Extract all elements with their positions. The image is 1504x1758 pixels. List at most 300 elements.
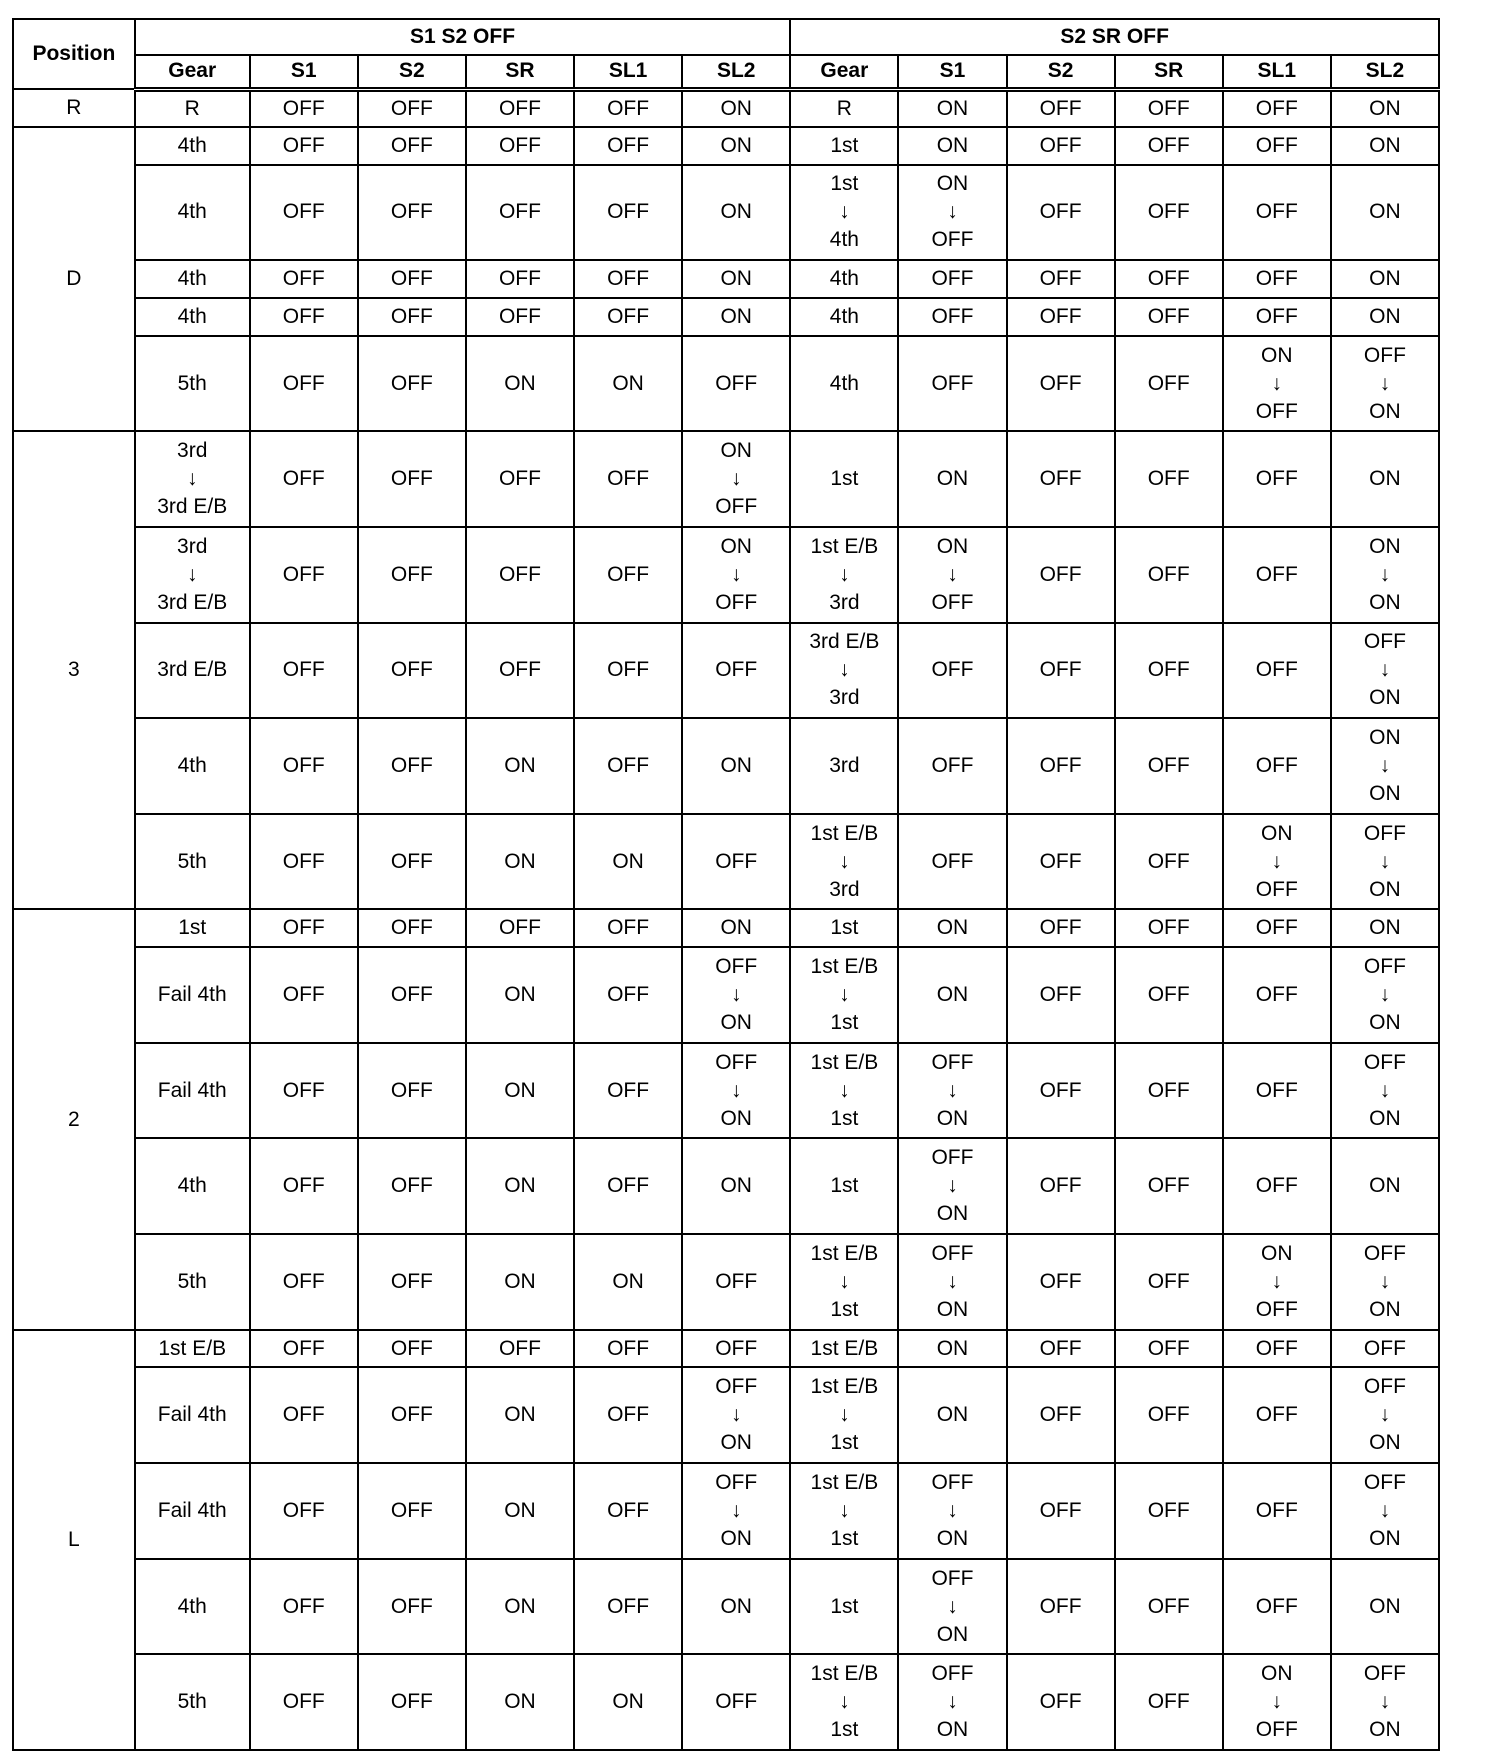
right-gear-cell: 1st (790, 127, 898, 165)
left-gear-cell: 4th (135, 1559, 250, 1655)
right-sl2-cell: ON (1331, 1138, 1439, 1234)
cell-line: 3rd E/B (809, 630, 880, 654)
right-gear-cell (790, 947, 898, 1043)
transition-arrow: ↓ (839, 1269, 850, 1293)
right-sl1-cell: OFF (1223, 623, 1331, 719)
right-sl2-cell (1331, 336, 1439, 432)
right-s2-cell: OFF (1007, 431, 1115, 527)
cell-line: OFF (1255, 1297, 1298, 1321)
position-header: Position (13, 19, 135, 89)
cell-line: ON (1369, 726, 1401, 750)
right-s1-cell (898, 165, 1006, 261)
right-s1-cell: OFF (898, 298, 1006, 336)
right-sr-cell: OFF (1115, 1138, 1223, 1234)
left-sl2-cell (682, 527, 790, 623)
right-sl1-cell: OFF (1223, 1043, 1331, 1139)
left-s1-cell: OFF (250, 1559, 358, 1655)
transition-arrow: ↓ (730, 467, 742, 491)
transition-arrow: ↓ (186, 562, 198, 586)
transition-arrow: ↓ (839, 983, 850, 1007)
transition-arrow: ↓ (1379, 1078, 1391, 1102)
cell-line: OFF (931, 590, 974, 614)
right-s1-cell: ON (898, 947, 1006, 1043)
transition-arrow: ↓ (947, 1174, 958, 1198)
left-sl1-cell: ON (574, 336, 682, 432)
column-header-left-s1: S1 (250, 55, 358, 89)
cell-line: OFF (715, 1375, 758, 1399)
right-gear-cell (790, 1043, 898, 1139)
left-sr-cell: OFF (466, 165, 574, 261)
cell-line: OFF (931, 1146, 974, 1170)
left-sl1-cell: OFF (574, 527, 682, 623)
left-sr-cell: OFF (466, 909, 574, 947)
cell-line: OFF (1255, 399, 1298, 423)
cell-line: ON (936, 1622, 969, 1646)
right-sl1-cell: OFF (1223, 1559, 1331, 1655)
left-gear-cell: 5th (135, 336, 250, 432)
transition-arrow: ↓ (1271, 371, 1283, 395)
right-sl2-cell: ON (1331, 127, 1439, 165)
table-row (13, 1043, 1439, 1139)
transition-arrow: ↓ (839, 562, 850, 586)
left-sr-cell: OFF (466, 623, 574, 719)
right-gear-cell (790, 1234, 898, 1330)
cell-line: ON (720, 1431, 752, 1455)
transition-arrow: ↓ (947, 1078, 958, 1102)
left-sl1-cell: ON (574, 1654, 682, 1750)
left-sl2-cell: ON (682, 1559, 790, 1655)
position-cell: L (13, 1330, 135, 1750)
left-s2-cell: OFF (358, 1654, 466, 1750)
left-sr-cell: ON (466, 336, 574, 432)
right-s2-cell: OFF (1007, 1234, 1115, 1330)
right-s2-cell: OFF (1007, 947, 1115, 1043)
cell-line: 3rd (177, 439, 208, 463)
right-sr-cell: OFF (1115, 1654, 1223, 1750)
cell-line: OFF (931, 228, 974, 252)
left-s2-cell: OFF (358, 814, 466, 910)
left-sr-cell: OFF (466, 298, 574, 336)
table-row (13, 1559, 1439, 1655)
transition-arrow: ↓ (1271, 1690, 1283, 1714)
right-sl1-cell: OFF (1223, 298, 1331, 336)
left-gear-cell: 5th (135, 814, 250, 910)
cell-line: 1st (830, 1297, 859, 1321)
left-sl1-cell: ON (574, 814, 682, 910)
group-header-s2-sr-off: S2 SR OFF (790, 19, 1439, 55)
cell-line: OFF (715, 1050, 758, 1074)
transition-arrow: ↓ (1379, 1269, 1391, 1293)
transition-arrow: ↓ (947, 1594, 958, 1618)
right-s1-cell: OFF (898, 336, 1006, 432)
table-row (13, 1367, 1439, 1463)
left-sl2-cell (682, 431, 790, 527)
left-sr-cell: ON (466, 1463, 574, 1559)
transition-arrow: ↓ (1379, 754, 1391, 778)
left-sl1-cell: OFF (574, 947, 682, 1043)
transition-arrow: ↓ (839, 200, 850, 224)
left-sl2-cell (682, 1463, 790, 1559)
left-gear-cell: Fail 4th (135, 1043, 250, 1139)
right-s2-cell: OFF (1007, 127, 1115, 165)
left-sl1-cell: OFF (574, 298, 682, 336)
position-cell: D (13, 127, 135, 432)
column-header-left-gear: Gear (135, 55, 250, 89)
right-sl1-cell: OFF (1223, 165, 1331, 261)
right-sl2-cell: ON (1331, 431, 1439, 527)
left-s1-cell: OFF (250, 1330, 358, 1368)
right-sr-cell: OFF (1115, 1367, 1223, 1463)
right-s1-cell: OFF (898, 623, 1006, 719)
cell-line: 1st (830, 172, 859, 196)
table-row (13, 814, 1439, 910)
cell-line: ON (936, 534, 969, 558)
right-gear-cell: 1st (790, 1559, 898, 1655)
column-header-right-sr: SR (1115, 55, 1223, 89)
right-sl1-cell: OFF (1223, 1463, 1331, 1559)
table-row (13, 527, 1439, 623)
transition-arrow: ↓ (1271, 1269, 1283, 1293)
cell-line: 3rd (829, 590, 860, 614)
right-sl1-cell: OFF (1223, 527, 1331, 623)
transition-arrow: ↓ (839, 849, 850, 873)
table-row (13, 718, 1439, 814)
left-sr-cell: OFF (466, 431, 574, 527)
left-s1-cell: OFF (250, 127, 358, 165)
table-row (13, 336, 1439, 432)
cell-line: 1st E/B (810, 1241, 879, 1265)
right-s2-cell: OFF (1007, 718, 1115, 814)
right-s2-cell: OFF (1007, 527, 1115, 623)
right-sl2-cell: ON (1331, 89, 1439, 127)
cell-line: ON (720, 1011, 752, 1035)
table-row (13, 260, 1439, 298)
right-s1-cell: OFF (898, 260, 1006, 298)
left-s1-cell: OFF (250, 1043, 358, 1139)
left-sl1-cell: OFF (574, 1330, 682, 1368)
right-sl1-cell: OFF (1223, 718, 1331, 814)
right-s2-cell: OFF (1007, 623, 1115, 719)
right-sr-cell: OFF (1115, 431, 1223, 527)
right-sl1-cell: OFF (1223, 1367, 1331, 1463)
right-sr-cell: OFF (1115, 947, 1223, 1043)
left-s2-cell: OFF (358, 336, 466, 432)
right-sl2-cell: ON (1331, 165, 1439, 261)
left-sr-cell: ON (466, 947, 574, 1043)
left-sl2-cell: ON (682, 1138, 790, 1234)
left-sr-cell: ON (466, 1654, 574, 1750)
right-sr-cell: OFF (1115, 1330, 1223, 1368)
left-sl2-cell: ON (682, 127, 790, 165)
column-header-left-sl2: SL2 (682, 55, 790, 89)
right-s1-cell: ON (898, 909, 1006, 947)
transition-arrow: ↓ (1379, 562, 1391, 586)
left-s1-cell: OFF (250, 1138, 358, 1234)
table-row (13, 1138, 1439, 1234)
left-sl1-cell: ON (574, 1234, 682, 1330)
right-sr-cell: OFF (1115, 527, 1223, 623)
right-sl1-cell: OFF (1223, 89, 1331, 127)
right-s1-cell: OFF (898, 814, 1006, 910)
right-sr-cell: OFF (1115, 1043, 1223, 1139)
right-sr-cell: OFF (1115, 909, 1223, 947)
right-gear-cell (790, 623, 898, 719)
position-cell: R (13, 89, 135, 127)
left-sl2-cell: ON (682, 718, 790, 814)
left-gear-cell (135, 527, 250, 623)
table-row (13, 1654, 1439, 1750)
cell-line: ON (936, 172, 969, 196)
transition-arrow: ↓ (1379, 1690, 1391, 1714)
cell-line: OFF (931, 1050, 974, 1074)
column-header-right-sl2: SL2 (1331, 55, 1439, 89)
left-s2-cell: OFF (358, 127, 466, 165)
transition-arrow: ↓ (1379, 983, 1391, 1007)
cell-line: OFF (1363, 1375, 1406, 1399)
cell-line: OFF (1363, 955, 1406, 979)
left-gear-cell (135, 431, 250, 527)
cell-line: ON (1369, 1718, 1401, 1742)
right-sl2-cell: ON (1331, 260, 1439, 298)
left-sl1-cell: OFF (574, 1367, 682, 1463)
left-s1-cell: OFF (250, 909, 358, 947)
left-sr-cell: ON (466, 1559, 574, 1655)
cell-line: ON (1369, 782, 1401, 806)
cell-line: ON (1369, 877, 1401, 901)
left-gear-cell: 4th (135, 298, 250, 336)
left-s1-cell: OFF (250, 1463, 358, 1559)
right-s1-cell: ON (898, 1330, 1006, 1368)
cell-line: ON (1369, 399, 1401, 423)
right-s2-cell: OFF (1007, 89, 1115, 127)
cell-line: ON (1261, 1662, 1293, 1686)
table-row (13, 947, 1439, 1043)
right-sr-cell: OFF (1115, 336, 1223, 432)
left-gear-cell: 4th (135, 165, 250, 261)
cell-line: ON (1369, 686, 1401, 710)
left-s2-cell: OFF (358, 1234, 466, 1330)
table-row (13, 1234, 1439, 1330)
left-gear-cell: Fail 4th (135, 1463, 250, 1559)
left-sl2-cell: ON (682, 298, 790, 336)
cell-line: 3rd (829, 686, 860, 710)
right-s2-cell: OFF (1007, 336, 1115, 432)
left-sl1-cell: OFF (574, 260, 682, 298)
left-s1-cell: OFF (250, 260, 358, 298)
left-sl2-cell: OFF (682, 336, 790, 432)
cell-line: ON (1369, 1106, 1401, 1130)
left-s1-cell: OFF (250, 431, 358, 527)
right-s2-cell: OFF (1007, 1463, 1115, 1559)
left-sl2-cell: ON (682, 89, 790, 127)
right-sl2-cell (1331, 623, 1439, 719)
left-sr-cell: ON (466, 1234, 574, 1330)
transition-arrow: ↓ (947, 562, 958, 586)
right-gear-cell: 3rd (790, 718, 898, 814)
left-s1-cell: OFF (250, 1654, 358, 1750)
right-s1-cell: ON (898, 127, 1006, 165)
cell-line: OFF (1363, 1050, 1406, 1074)
cell-line: OFF (1363, 343, 1406, 367)
left-sr-cell: OFF (466, 260, 574, 298)
right-s1-cell (898, 1463, 1006, 1559)
cell-line: 3rd E/B (157, 590, 228, 614)
right-s1-cell (898, 1654, 1006, 1750)
right-sl1-cell: OFF (1223, 947, 1331, 1043)
cell-line: 1st E/B (810, 1662, 879, 1686)
right-s1-cell: OFF (898, 718, 1006, 814)
left-gear-cell: 4th (135, 718, 250, 814)
right-s2-cell: OFF (1007, 1138, 1115, 1234)
cell-line: ON (936, 1202, 969, 1226)
left-gear-cell: Fail 4th (135, 1367, 250, 1463)
cell-line: ON (936, 1106, 969, 1130)
column-header-right-sl1: SL1 (1223, 55, 1331, 89)
cell-line: 1st E/B (810, 534, 879, 558)
left-sr-cell: ON (466, 718, 574, 814)
right-sl2-cell (1331, 1654, 1439, 1750)
right-sl2-cell (1331, 527, 1439, 623)
cell-line: 1st E/B (810, 1050, 879, 1074)
cell-line: OFF (1255, 1718, 1298, 1742)
left-s1-cell: OFF (250, 718, 358, 814)
right-sl1-cell: OFF (1223, 260, 1331, 298)
cell-line: OFF (1363, 821, 1406, 845)
left-gear-cell: R (135, 89, 250, 127)
right-sr-cell: OFF (1115, 165, 1223, 261)
right-s2-cell: OFF (1007, 1330, 1115, 1368)
transition-arrow: ↓ (839, 658, 850, 682)
left-sr-cell: OFF (466, 127, 574, 165)
column-header-right-gear: Gear (790, 55, 898, 89)
cell-line: ON (1261, 1241, 1293, 1265)
transition-arrow: ↓ (730, 1498, 742, 1522)
left-sl1-cell: OFF (574, 909, 682, 947)
transition-arrow: ↓ (1379, 849, 1391, 873)
left-s2-cell: OFF (358, 1138, 466, 1234)
cell-line: 1st E/B (810, 1375, 879, 1399)
transition-arrow: ↓ (1379, 1498, 1391, 1522)
left-sl2-cell: ON (682, 165, 790, 261)
left-s1-cell: OFF (250, 623, 358, 719)
right-sl1-cell: OFF (1223, 1330, 1331, 1368)
right-s1-cell (898, 1234, 1006, 1330)
left-s1-cell: OFF (250, 89, 358, 127)
table-row (13, 165, 1439, 261)
right-sl2-cell (1331, 718, 1439, 814)
table-row (13, 298, 1439, 336)
column-header-left-s2: S2 (358, 55, 466, 89)
left-s2-cell: OFF (358, 623, 466, 719)
left-s1-cell: OFF (250, 298, 358, 336)
cell-line: 1st E/B (810, 955, 879, 979)
left-gear-cell: 4th (135, 260, 250, 298)
position-cell: 2 (13, 909, 135, 1329)
left-gear-cell: 1st E/B (135, 1330, 250, 1368)
right-s2-cell: OFF (1007, 298, 1115, 336)
left-s2-cell: OFF (358, 298, 466, 336)
left-s2-cell: OFF (358, 260, 466, 298)
right-s1-cell (898, 1138, 1006, 1234)
transition-arrow: ↓ (730, 983, 742, 1007)
cell-line: ON (720, 439, 752, 463)
left-s1-cell: OFF (250, 1234, 358, 1330)
column-header-left-sr: SR (466, 55, 574, 89)
header-row-groups (13, 19, 1439, 55)
cell-line: OFF (1363, 630, 1406, 654)
left-sl2-cell: ON (682, 909, 790, 947)
right-sl2-cell (1331, 1367, 1439, 1463)
table-row (13, 127, 1439, 165)
table-row (13, 909, 1439, 947)
right-s1-cell (898, 527, 1006, 623)
left-s1-cell: OFF (250, 814, 358, 910)
left-s2-cell: OFF (358, 909, 466, 947)
right-sr-cell: OFF (1115, 718, 1223, 814)
table-body (13, 89, 1439, 1750)
cell-line: 1st E/B (810, 821, 879, 845)
cell-line: OFF (715, 955, 758, 979)
left-sl2-cell: OFF (682, 814, 790, 910)
right-sl1-cell: OFF (1223, 431, 1331, 527)
left-sl2-cell: ON (682, 260, 790, 298)
right-gear-cell (790, 527, 898, 623)
right-sr-cell: OFF (1115, 623, 1223, 719)
right-sl2-cell: ON (1331, 298, 1439, 336)
left-s1-cell: OFF (250, 527, 358, 623)
left-sl2-cell (682, 1367, 790, 1463)
right-gear-cell (790, 1463, 898, 1559)
transition-arrow: ↓ (1271, 849, 1283, 873)
left-sr-cell: ON (466, 1043, 574, 1139)
right-sr-cell: OFF (1115, 1463, 1223, 1559)
left-sl2-cell: OFF (682, 1330, 790, 1368)
cell-line: ON (1369, 534, 1401, 558)
right-gear-cell: R (790, 89, 898, 127)
cell-line: ON (936, 1526, 969, 1550)
left-sl1-cell: OFF (574, 1138, 682, 1234)
cell-line: OFF (931, 1241, 974, 1265)
right-gear-cell: 1st (790, 1138, 898, 1234)
right-sl1-cell (1223, 814, 1331, 910)
cell-line: 1st E/B (810, 1470, 879, 1494)
left-sl2-cell: OFF (682, 623, 790, 719)
column-header-left-sl1: SL1 (574, 55, 682, 89)
transition-arrow: ↓ (730, 1078, 742, 1102)
cell-line: ON (1369, 1297, 1401, 1321)
right-sl2-cell: ON (1331, 1559, 1439, 1655)
left-s1-cell: OFF (250, 947, 358, 1043)
left-sl1-cell: OFF (574, 1559, 682, 1655)
left-sr-cell: OFF (466, 527, 574, 623)
left-s2-cell: OFF (358, 1559, 466, 1655)
left-sr-cell: OFF (466, 89, 574, 127)
right-s2-cell: OFF (1007, 814, 1115, 910)
transition-arrow: ↓ (947, 1498, 958, 1522)
right-gear-cell: 4th (790, 298, 898, 336)
cell-line: 1st (830, 1011, 859, 1035)
right-s2-cell: OFF (1007, 165, 1115, 261)
cell-line: 1st (830, 1106, 859, 1130)
right-sl2-cell (1331, 1234, 1439, 1330)
cell-line: ON (1369, 1011, 1401, 1035)
table-row (13, 431, 1439, 527)
right-sl2-cell: ON (1331, 909, 1439, 947)
right-sl2-cell (1331, 947, 1439, 1043)
right-gear-cell: 4th (790, 260, 898, 298)
right-s1-cell (898, 1043, 1006, 1139)
right-sr-cell: OFF (1115, 298, 1223, 336)
